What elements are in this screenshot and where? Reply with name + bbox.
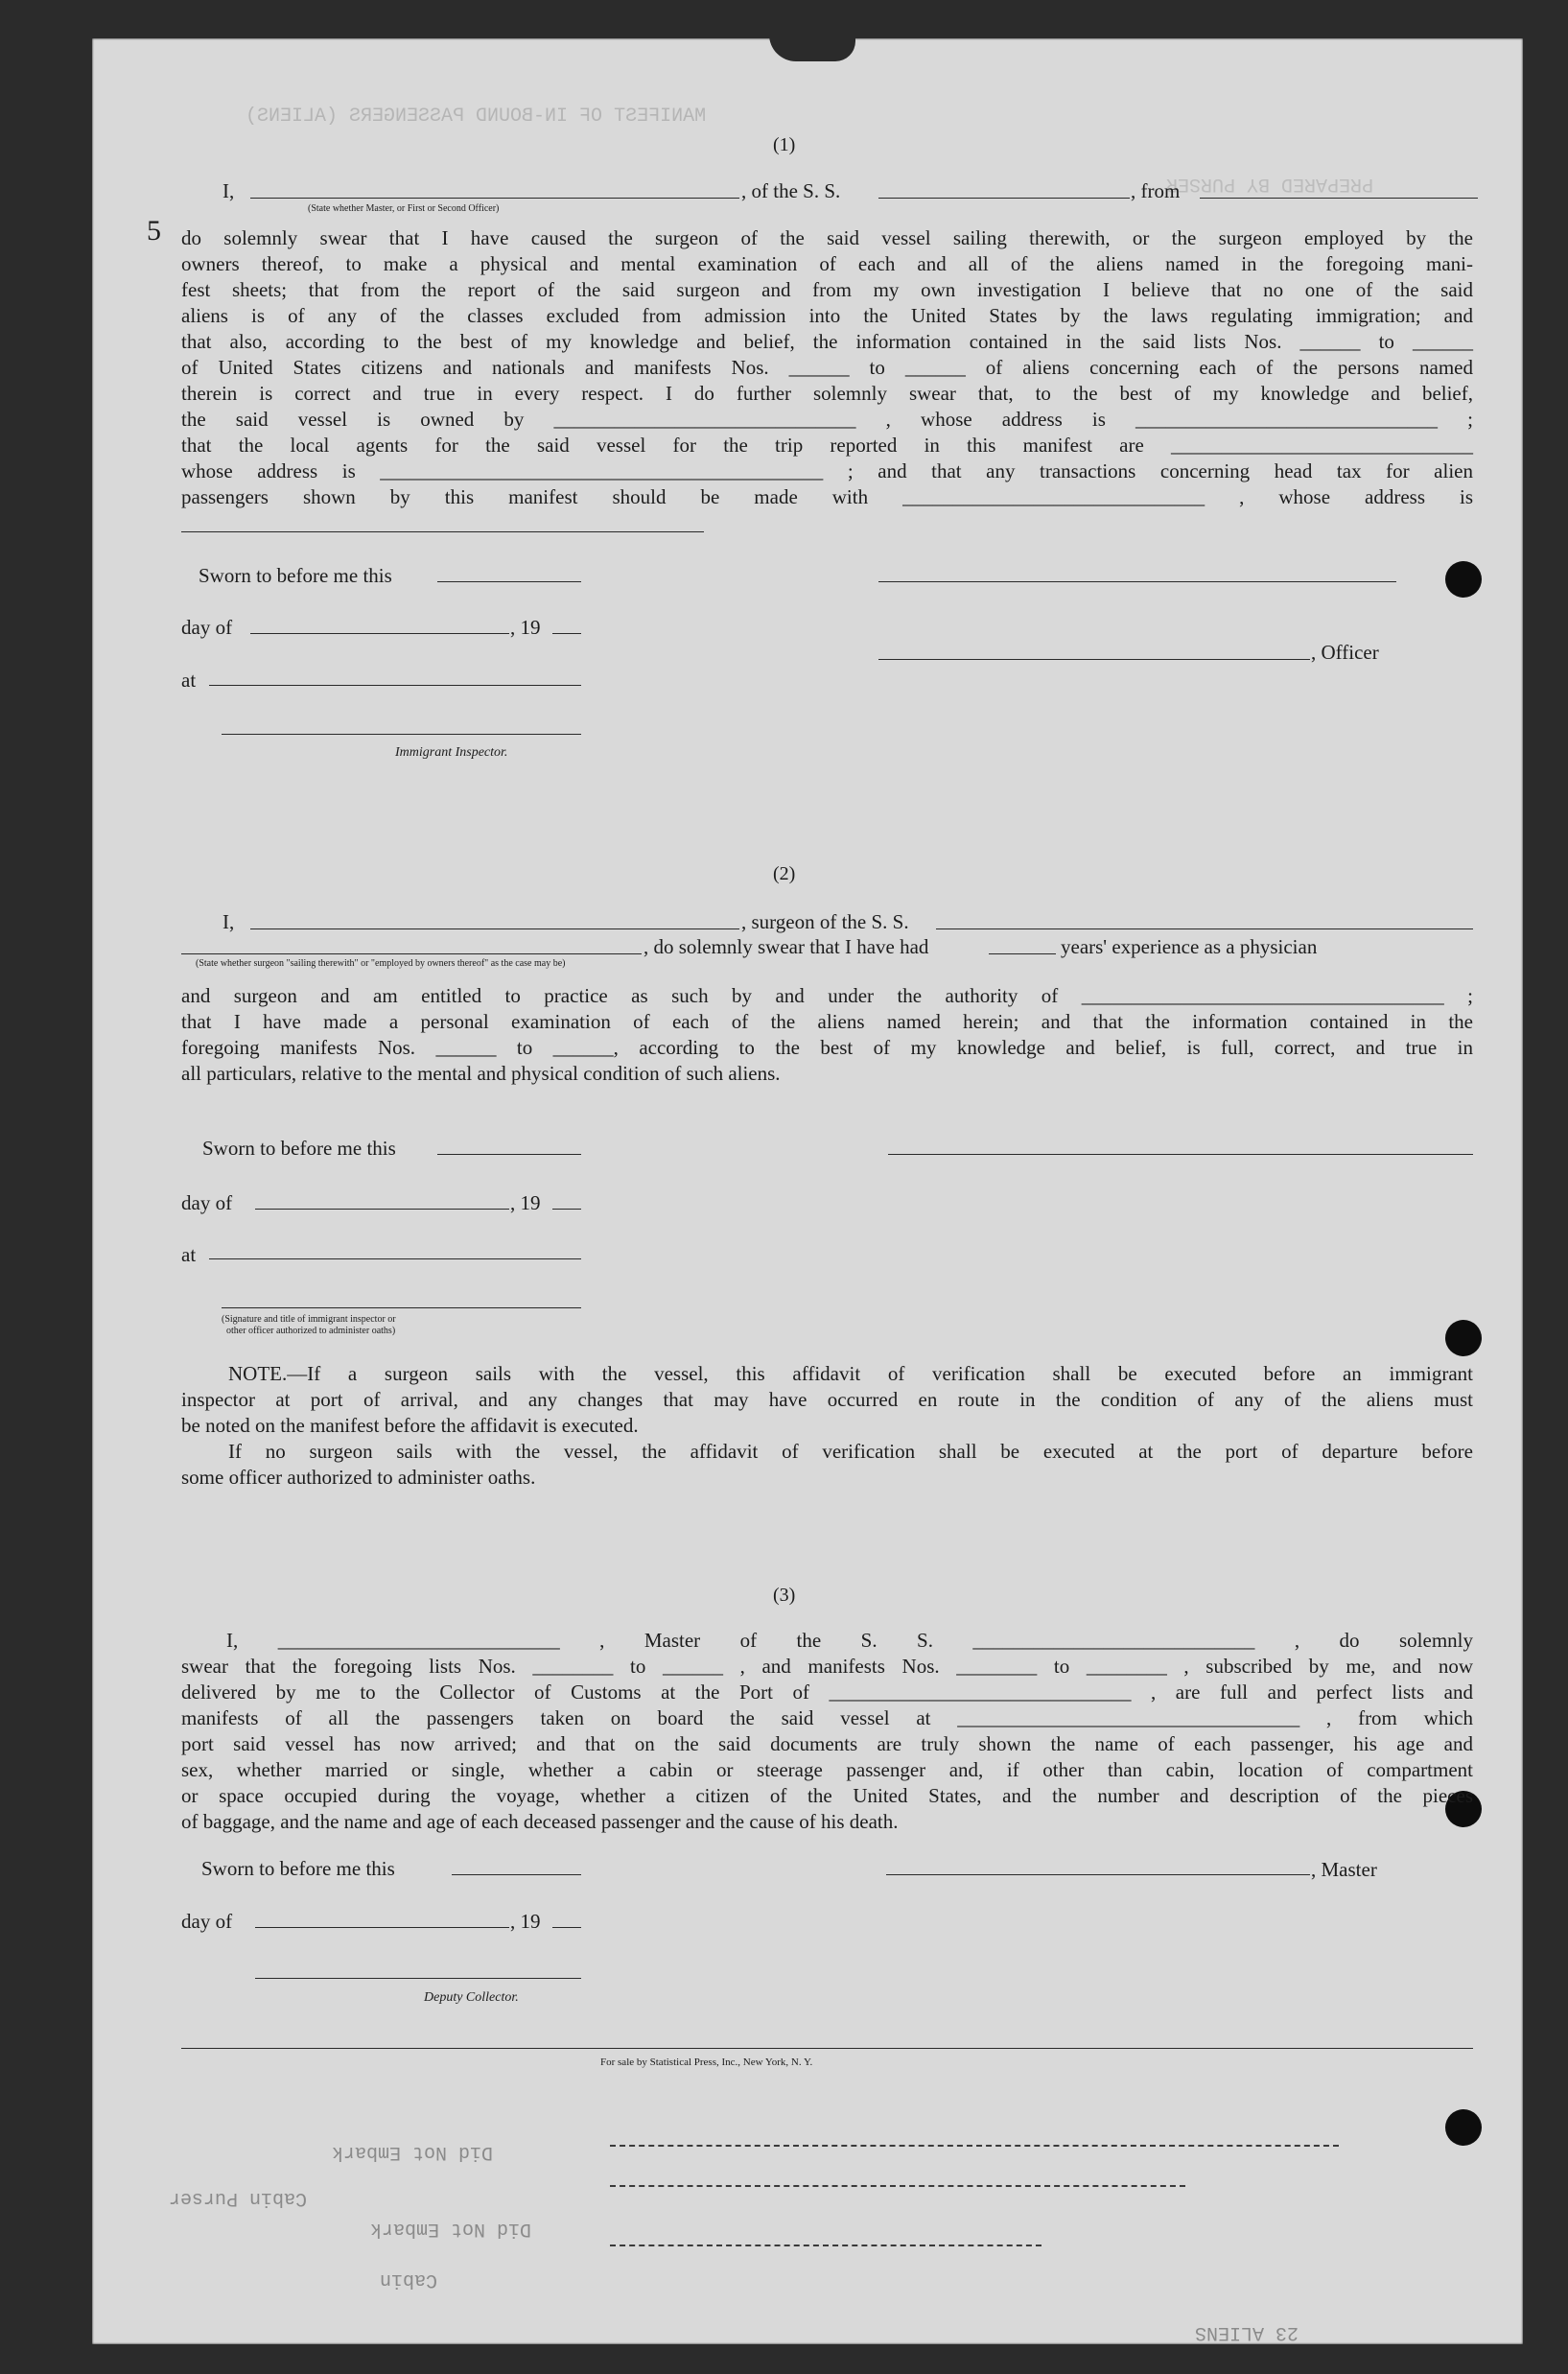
section-number: (2) — [773, 863, 796, 884]
manifest-page — [92, 38, 1523, 2344]
footer-rule — [181, 2048, 1473, 2049]
oath-line: that I have made a personal examination of each of the aliens named herein; and that the information contained in the — [181, 1010, 1473, 1033]
margin-mark: 5 — [147, 215, 161, 247]
bleed-through-mark: 23 ALIENS — [1195, 2321, 1299, 2343]
collector-signature-field[interactable] — [255, 1978, 581, 1979]
note-line: some officer authorized to administer oaths. — [181, 1466, 536, 1489]
address-field[interactable] — [181, 531, 704, 532]
oath-line: or space occupied during the voyage, whether a citizen of the United States, and the number and description of the pieces — [181, 1784, 1473, 1807]
do-swear-text: , do solemnly swear that I have had — [644, 935, 929, 958]
month-field[interactable] — [255, 1209, 509, 1210]
oath-line: that the local agents for the said vessel for the trip reported in this manifest are ______________________________ — [181, 434, 1473, 457]
oath-line: delivered by me to the Collector of Customs at the Port of ______________________________ , are full and perfect lists and — [181, 1681, 1473, 1704]
oath-line: manifests of all the passengers taken on board the said vessel at __________________________________ , from which — [181, 1706, 1473, 1729]
surgeon-signature-field[interactable] — [888, 1154, 1473, 1155]
month-field[interactable] — [255, 1927, 509, 1928]
oath-line: sex, whether married or single, whether a cabin or steerage passenger and, if other than cabin, location of compartment — [181, 1758, 1473, 1781]
oath-line: fest sheets; that from the report of the said surgeon and from my own investigation I believe that no one of the said — [181, 278, 1473, 301]
oath-line: swear that the foregoing lists Nos. ________ to ______ , and manifests Nos. ________ to ________ , subscribed by me, and now — [181, 1655, 1473, 1678]
oath-line: I, ____________________________ , Master of the S. S. ____________________________ , do solemnly — [226, 1629, 1473, 1652]
sworn-day-field[interactable] — [437, 581, 581, 582]
vessel-name-field[interactable] — [878, 198, 1130, 199]
section-number: (3) — [773, 1585, 796, 1606]
of-ss-text: , of the S. S. — [741, 179, 841, 202]
day-of-label: day of — [181, 1910, 233, 1933]
sworn-day-field[interactable] — [452, 1874, 581, 1875]
bleed-through-mark: Did Not Embark — [332, 2141, 494, 2163]
at-field[interactable] — [209, 1258, 581, 1259]
oath-line: of baggage, and the name and age of each deceased passenger and the cause of his death. — [181, 1810, 899, 1833]
years-field[interactable] — [989, 953, 1056, 954]
dashed-line — [610, 2145, 1339, 2147]
dashed-line — [610, 2185, 1185, 2187]
sworn-day-field[interactable] — [437, 1154, 581, 1155]
from-text: , from — [1131, 179, 1181, 202]
bleed-through-mark: Did Not Embark — [370, 2218, 532, 2240]
sworn-label: Sworn to before me this — [199, 564, 392, 587]
surgeon-name-field[interactable] — [181, 953, 642, 954]
sworn-label: Sworn to before me this — [202, 1137, 396, 1160]
surgeon-vessel-field[interactable] — [936, 928, 1473, 929]
year-label: , 19 — [510, 616, 541, 639]
oath-line: therein is correct and true in every respect. I do further solemnly swear that, to the best of my knowledge and belief, — [181, 382, 1473, 405]
intro-text: I, — [222, 910, 235, 933]
bleed-through-mark: Cabin Purser — [169, 2187, 308, 2209]
at-label: at — [181, 669, 197, 692]
at-field[interactable] — [209, 685, 581, 686]
printer-credit: For sale by Statistical Press, Inc., New York, N. Y. — [600, 2057, 813, 2068]
surgeon-type-field[interactable] — [250, 928, 739, 929]
oath-line: whose address is ____________________________________________ ; and that any transactions concerning head tax for alien — [181, 459, 1473, 482]
intro-text: I, — [222, 179, 235, 202]
year-field[interactable] — [552, 1927, 581, 1928]
oath-line: passengers shown by this manifest should be made with ______________________________ , whose address is — [181, 485, 1473, 508]
bleed-through-purser: PREPARED BY PURSER — [1166, 173, 1374, 195]
oath-line: aliens is of any of the classes excluded from admission into the United States by the laws regulating immigration; and — [181, 304, 1473, 327]
inspector-signature-field[interactable] — [222, 734, 581, 735]
dashed-line — [610, 2245, 1041, 2246]
bleed-through-header: MANIFEST OF IN-BOUND PASSENGERS (ALIENS) — [246, 106, 707, 128]
oath-line: foregoing manifests Nos. ______ to ______, according to the best of my knowledge and belief, is full, correct, and true in — [181, 1036, 1473, 1059]
officer-label: , Officer — [1311, 641, 1379, 664]
oath-line: of United States citizens and nationals and manifests Nos. ______ to ______ of aliens concerning each of the persons named — [181, 356, 1473, 379]
year-field[interactable] — [552, 633, 581, 634]
signature-hint: (Signature and title of immigrant inspector or — [222, 1314, 396, 1325]
note-line: If no surgeon sails with the vessel, the affidavit of verification shall be executed at the port of departure before — [228, 1440, 1473, 1463]
day-of-label: day of — [181, 1191, 233, 1214]
note-line: inspector at port of arrival, and any changes that may have occurred en route in the condition of any of the aliens must — [181, 1388, 1473, 1411]
oath-line: the said vessel is owned by ______________________________ , whose address is ______________________________ ; — [181, 408, 1473, 431]
year-field[interactable] — [552, 1209, 581, 1210]
signature-hint: other officer authorized to administer oaths) — [226, 1326, 396, 1336]
deputy-caption: Deputy Collector. — [424, 1990, 519, 2005]
note-line: NOTE.—If a surgeon sails with the vessel, this affidavit of verification shall be executed before an immigrant — [228, 1362, 1473, 1385]
inspector-signature-field[interactable] — [222, 1307, 581, 1308]
day-of-label: day of — [181, 616, 233, 639]
oath-line: that also, according to the best of my knowledge and belief, the information contained in the said lists Nos. ______ to ______ — [181, 330, 1473, 353]
bleed-through-mark: Cabin — [380, 2268, 438, 2291]
oath-line: port said vessel has now arrived; and that on the said documents are truly shown the name of each passenger, his age and — [181, 1732, 1473, 1755]
year-label: , 19 — [510, 1191, 541, 1214]
field-hint: (State whether Master, or First or Second Officer) — [308, 203, 500, 214]
oath-line: owners thereof, to make a physical and mental examination of each and all of the aliens named in the foregoing mani- — [181, 252, 1473, 275]
oath-line: and surgeon and am entitled to practice as such by and under the authority of ____________________________________ ; — [181, 984, 1473, 1007]
master-label: , Master — [1311, 1858, 1377, 1881]
punch-hole — [1445, 2109, 1482, 2146]
section-number: (1) — [773, 134, 796, 155]
year-label: , 19 — [510, 1910, 541, 1933]
punch-hole — [1445, 561, 1482, 598]
sworn-label: Sworn to before me this — [201, 1857, 395, 1880]
port-from-field[interactable] — [1200, 198, 1478, 199]
inspector-caption: Immigrant Inspector. — [395, 745, 508, 760]
officer-rank-field[interactable] — [250, 198, 739, 199]
note-line: be noted on the manifest before the affidavit is executed. — [181, 1414, 639, 1437]
at-label: at — [181, 1243, 197, 1266]
surgeon-of-label: , surgeon of the S. S. — [741, 910, 909, 933]
years-text: years' experience as a physician — [1061, 935, 1318, 958]
punch-hole — [1445, 1320, 1482, 1356]
oath-line: do solemnly swear that I have caused the surgeon of the said vessel sailing therewith, or the surgeon employed by the — [181, 226, 1473, 249]
master-signature-field[interactable] — [886, 1874, 1310, 1875]
field-hint: (State whether surgeon "sailing therewith" or "employed by owners thereof" as the case may be) — [196, 958, 566, 969]
torn-edge — [769, 35, 855, 61]
month-field[interactable] — [250, 633, 509, 634]
oath-line: all particulars, relative to the mental and physical condition of such aliens. — [181, 1062, 781, 1085]
officer-line-1[interactable] — [878, 581, 1396, 582]
officer-signature-field[interactable] — [878, 659, 1310, 660]
